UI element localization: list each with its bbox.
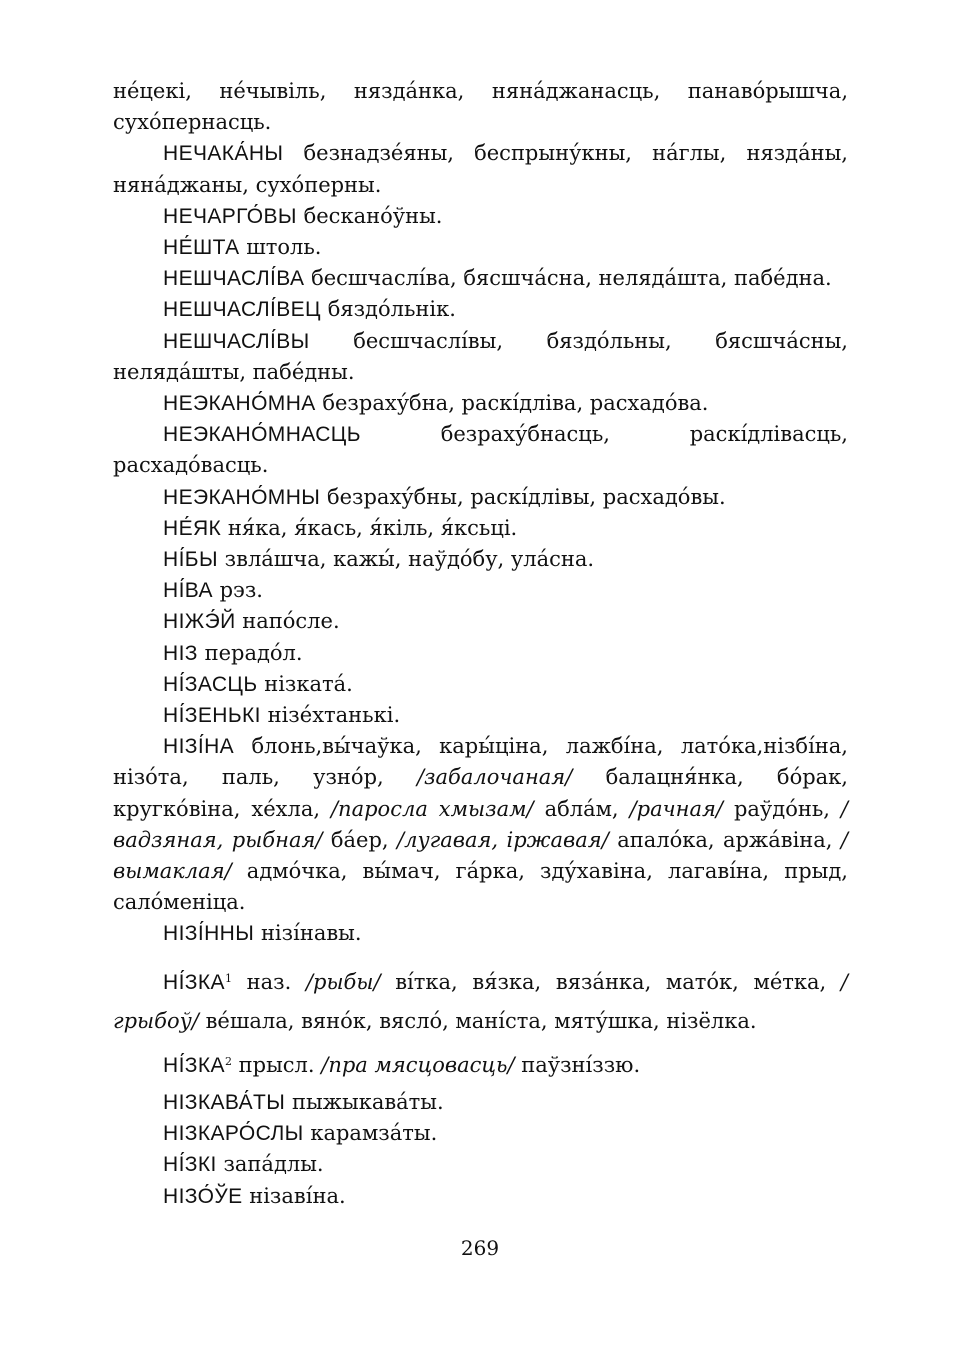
- entry-gloss: бескано́ўны.: [303, 203, 443, 228]
- entry: [113, 575, 848, 606]
- entry: [113, 700, 848, 731]
- page-number: 269: [460, 1236, 500, 1260]
- entry-gloss: ня́ка, я́кась, я́кіль, я́ксьці.: [227, 515, 518, 540]
- entry: [113, 1149, 848, 1180]
- entry-headword: НЕЭКАНО́МНЫ: [163, 485, 321, 509]
- entry-headword: НЕЭКАНО́МНАСЦЬ: [163, 423, 361, 447]
- entry-headword: НІ́ЗАСЦЬ: [163, 672, 258, 696]
- entry: [113, 388, 848, 419]
- entry-gloss: бесшчаслі́вы, бяздо́льны, бясшча́сны, неляда́шты, пабе́дны.: [113, 328, 848, 384]
- entry-headword: НЕЧАКА́НЫ: [163, 142, 284, 166]
- entry-gloss: пыжыкава́ты.: [291, 1089, 444, 1114]
- entry: [113, 1118, 848, 1149]
- entry-headword: НЕ́ЯК: [163, 516, 222, 540]
- entry-gloss: напо́сле.: [242, 609, 340, 634]
- homonym-number: 2: [224, 1054, 232, 1068]
- entry: [113, 918, 848, 949]
- usage-note: /рачная/: [629, 796, 723, 821]
- entry-headword: НІЗ: [163, 641, 198, 665]
- entry: [113, 482, 848, 513]
- usage-note: /паросла хмызам/: [330, 796, 534, 821]
- entry-gloss: безраху́бнасць, раскі́длівасць, расхадо́васць.: [113, 422, 848, 478]
- homonym-number: 1: [224, 971, 232, 985]
- entry-gloss: блонь,вы́чаўка, кары́ціна, лажбі́на, лато́ка,нізбі́на, нізо́та, паль, узно́р,: [113, 734, 848, 790]
- entry-headword: НЕЧАРГО́ВЫ: [163, 204, 297, 228]
- entry-headword: НІЗІ́НА: [163, 735, 235, 759]
- entry-gloss: не́цекі, не́чывіль, нязда́нка, няна́джанасць, панаво́рышча, сухо́пернасць.: [113, 79, 848, 135]
- entry-continuation: [113, 76, 848, 138]
- entry: [113, 138, 848, 200]
- entry-gloss: штоль.: [246, 235, 322, 260]
- entry-headword: НЕШЧАСЛІ́ВА: [163, 267, 305, 291]
- entry-headword: НІЗКАВА́ТЫ: [163, 1090, 286, 1114]
- entry-gloss: бесшчаслі́ва, бясшча́сна, неляда́шта, пабе́дна.: [311, 266, 832, 291]
- usage-note: /вадзяная, рыбная/: [113, 796, 848, 852]
- entry-gloss: паўзні́ззю.: [521, 1052, 641, 1077]
- entry-nizina: [113, 731, 848, 918]
- entry-gloss: запа́длы.: [223, 1152, 324, 1177]
- usage-note: /рыбы/: [305, 969, 381, 994]
- entry-headword: НІ́ЗКА: [163, 970, 225, 994]
- entry-gloss: перадо́л.: [204, 640, 303, 665]
- entry-gloss: рэз.: [219, 578, 263, 603]
- entry-headword: НІ́БЫ: [163, 548, 218, 572]
- part-of-speech: прысл.: [238, 1052, 315, 1077]
- entry-headword: НЕШЧАСЛІ́ВЫ: [163, 329, 310, 353]
- entry: [113, 638, 848, 669]
- entry-gloss: безраху́бна, раскі́дліва, расхадо́ва.: [322, 391, 709, 416]
- entry-gloss: адмо́чка, вы́мач, га́рка, зду́хавіна, лагаві́на, прыд, сало́меніца.: [113, 859, 848, 915]
- entry-gloss: безраху́бны, раскі́длівы, расхадо́вы.: [326, 484, 726, 509]
- entry: [113, 326, 848, 388]
- entry: [113, 513, 848, 544]
- entry: [113, 201, 848, 232]
- entry-nizka-2: [113, 1046, 848, 1081]
- entry: [113, 1087, 848, 1118]
- entry-headword: НЕШЧАСЛІ́ВЕЦ: [163, 298, 321, 322]
- entry-headword: НЕ́ШТА: [163, 236, 240, 260]
- entry: [113, 232, 848, 263]
- entry-headword: НІ́ЗКА: [163, 1053, 225, 1077]
- entry-gloss: ві́тка, вя́зка, вяза́нка, мато́к, ме́тка,: [395, 969, 827, 994]
- entry: [113, 606, 848, 637]
- entry-headword: НІ́ЗЕНЬКІ: [163, 704, 261, 728]
- entry: [113, 544, 848, 575]
- entry-gloss: нізаві́на.: [249, 1183, 346, 1208]
- usage-note: /вымаклая/: [113, 827, 848, 884]
- entry-gloss: нізе́хтанькі.: [267, 703, 401, 728]
- entry-headword: НІ́ВА: [163, 579, 213, 603]
- entry-gloss: раўдо́нь,: [733, 796, 830, 821]
- page-text: [113, 76, 848, 1212]
- usage-note: /грыбоў/: [113, 969, 848, 1033]
- entry-gloss: абла́м,: [544, 796, 619, 821]
- entry-gloss: ве́шала, вяно́к, вясло́, мані́ста, мяту́шка, нізёлка.: [205, 1008, 757, 1033]
- entry: [113, 294, 848, 325]
- entry-gloss: безнадзе́яны, беспрыну́кны, на́глы, нязда́ны, няна́джаны, сухо́перны.: [113, 141, 848, 197]
- usage-note: /лугавая, іржавая/: [397, 827, 609, 852]
- entry-headword: НІЗО́ЎЕ: [163, 1184, 243, 1208]
- entry-gloss: нізі́навы.: [260, 921, 362, 946]
- entry-gloss: бяздо́льнік.: [327, 297, 456, 322]
- entry-headword: НІЖЭ́Й: [163, 610, 236, 634]
- entry: [113, 263, 848, 294]
- entry-gloss: ба́ер,: [330, 827, 389, 852]
- entry-headword: НІЗІ́ННЫ: [163, 922, 255, 946]
- entry-headword: НЕЭКАНО́МНА: [163, 392, 316, 416]
- part-of-speech: наз.: [246, 969, 292, 994]
- entry-gloss: звла́шча, кажы́, наўдо́бу, ула́сна.: [224, 547, 595, 572]
- entry-nizka-1: [113, 960, 848, 1040]
- entry-gloss: балацня́нка, бо́рак, кругко́віна, хе́хла,: [113, 765, 848, 821]
- entry: [113, 669, 848, 700]
- entry-gloss: апало́ка, аржа́віна,: [617, 827, 833, 852]
- usage-note: /пра мясцовасць/: [321, 1052, 515, 1077]
- entry-gloss: карамза́ты.: [310, 1121, 438, 1146]
- entry-headword: НІ́ЗКІ: [163, 1153, 217, 1177]
- entry-gloss: нізката́.: [264, 671, 353, 696]
- entry-headword: НІЗКАРО́СЛЫ: [163, 1122, 304, 1146]
- usage-note: /забалочаная/: [416, 765, 573, 790]
- entry: [113, 419, 848, 481]
- entry: [113, 1181, 848, 1212]
